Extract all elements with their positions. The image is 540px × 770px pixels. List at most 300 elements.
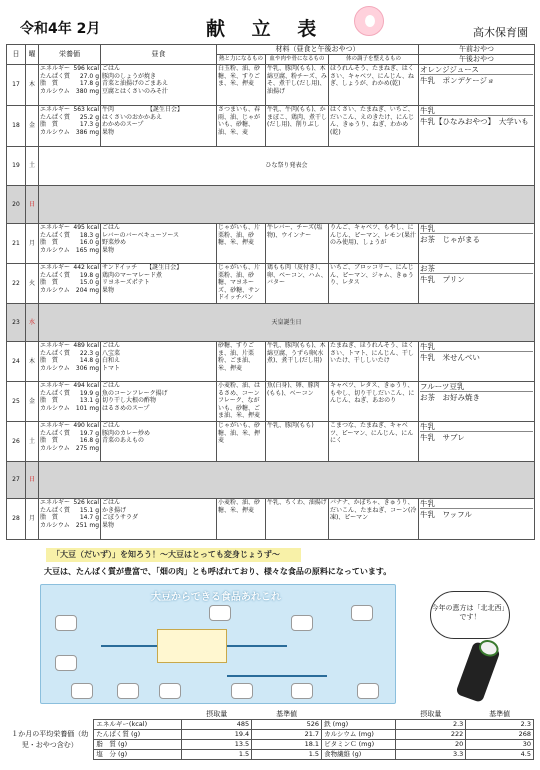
- nutrition-label: たんぱく質: [40, 389, 71, 397]
- speech-bubble: 今年の恵方は「北北西」です！: [430, 591, 510, 639]
- nutrition-label: 脂 質: [40, 437, 59, 444]
- header-ing-condition: 体の調子を整えるもの: [329, 55, 419, 65]
- nutrition-line: [40, 522, 99, 530]
- nutrition-label: エネルギー: [40, 65, 71, 72]
- snack-am: 牛乳: [420, 499, 533, 509]
- average-item-label: 食物繊維 (g): [322, 750, 396, 760]
- dish-item: ごはん: [102, 422, 121, 429]
- dish-item: ごはん: [102, 224, 121, 231]
- average-item-label: 塩 分 (g): [94, 750, 182, 760]
- dish-item: 果物: [102, 128, 115, 136]
- nutrition-line: [40, 232, 99, 240]
- nutrition-label: たんぱく質: [40, 271, 71, 279]
- nutrition-value: 495: [73, 224, 85, 231]
- event-label: 天皇誕生日: [39, 304, 535, 342]
- ingredient-cell: 牛乳、ちくわ、油揚げ: [266, 499, 329, 540]
- dish-item: はくさいのおかかあえ: [102, 113, 163, 121]
- nutrition-label: たんぱく質: [40, 349, 71, 357]
- weekday: 木: [26, 342, 39, 382]
- snack-am: 牛乳: [420, 106, 533, 116]
- nutrition-label: 脂 質: [40, 279, 59, 286]
- ingredient-cell: 鶏もも肉（皮付き）、卵、ベーコン、ハム、バター: [266, 264, 329, 304]
- snack-am: 牛乳: [420, 422, 533, 432]
- nutrition-line: [40, 437, 99, 445]
- average-item-label: 脂 質 (g): [94, 740, 182, 750]
- dish-item: ごはん: [102, 499, 121, 506]
- nutrition-value: 18.3: [79, 231, 94, 239]
- nutrition-label: カルシウム: [40, 521, 70, 529]
- nutrition-value: 275: [75, 444, 88, 452]
- nutrition-value: 489: [73, 342, 85, 349]
- snack-pm: 牛乳 サブレ: [420, 433, 465, 442]
- snack-cell: [419, 65, 535, 106]
- nutrition-value: 17.3: [79, 121, 94, 128]
- nutrition-line: [40, 224, 99, 232]
- ingredient-cell: 小麦粉、油、砂糖、米、押麦: [217, 499, 266, 540]
- nutrition-label: たんぱく質: [40, 429, 71, 437]
- nutrition-label: エネルギー: [40, 264, 71, 271]
- ingredient-cell: じゃがいも、片栗粉、油、砂糖、米、押麦: [217, 224, 266, 264]
- day-number: 21: [7, 224, 26, 264]
- day-number: 17: [7, 65, 26, 106]
- nutrition-value: 386: [75, 128, 88, 136]
- dish-item: 豚肉のしょうが焼き: [102, 72, 157, 80]
- snack-pm: 牛乳 米せんべい: [420, 353, 480, 362]
- nutrition-line: [40, 80, 99, 88]
- average-item-label: ビタミンＣ (mg): [322, 740, 396, 750]
- nutrition-line: [40, 514, 99, 522]
- year-month: 令和4年 2月: [20, 21, 101, 37]
- nutrition-line: [40, 73, 99, 81]
- miso-paste-icon: [117, 683, 139, 699]
- nutrition-value: 16.0: [79, 239, 94, 246]
- dish-item: 野菜炒め: [102, 239, 127, 246]
- header-snack-pm: 午後おやつ: [419, 55, 535, 65]
- average-value: 20: [396, 740, 466, 750]
- nutrition-line: [40, 287, 99, 295]
- dish-item: 果物: [102, 286, 115, 294]
- average-value: 21.7: [252, 730, 322, 740]
- weekday: 木: [26, 65, 39, 106]
- weekday: 土: [26, 422, 39, 462]
- nutrition-value: 490: [73, 422, 85, 429]
- menu-row: [7, 106, 535, 147]
- event-label: ひな祭り発表会: [39, 147, 535, 186]
- nutrition-value: 14.7: [79, 514, 94, 521]
- kinako-icon: [55, 615, 77, 631]
- average-value: 13.5: [182, 740, 252, 750]
- ingredient-cell: 砂糖、すりごま、油、片栗粉、ごま油、米、押麦: [217, 342, 266, 382]
- nutrition-unit: kcal: [86, 422, 99, 429]
- nutrition-unit: g: [95, 357, 99, 364]
- soy-sauce-icon: [159, 683, 181, 699]
- nutrition-value: 13.1: [79, 397, 94, 404]
- snack-cell: [419, 106, 535, 147]
- day-number: 23: [7, 304, 26, 342]
- nutrition-values: [39, 65, 101, 106]
- average-value: 4.5: [466, 750, 534, 760]
- nutrition-line: [40, 239, 99, 247]
- nutrition-unit: kcal: [86, 499, 99, 506]
- lunch-dishes: [101, 106, 217, 147]
- ingredient-cell: はくさい、たまねぎ、いちご、だいこん、えのきたけ、にんじん、きゅうり、ねぎ、わかめ(乾): [329, 106, 419, 147]
- ingredient-cell: 牛乳、豚肉(もも): [266, 422, 329, 462]
- day-number: 24: [7, 342, 26, 382]
- dish-item: ごはん: [102, 382, 121, 389]
- nutrition-line: [40, 121, 99, 129]
- nutrition-label: カルシウム: [40, 286, 70, 294]
- header-day: 日: [7, 45, 26, 65]
- lunch-dishes: [101, 65, 217, 106]
- nutrition-label: 脂 質: [40, 357, 59, 364]
- average-row: [6, 720, 534, 730]
- nutrition-label: エネルギー: [40, 499, 71, 506]
- snack-cell: [419, 499, 535, 540]
- average-value: 268: [466, 730, 534, 740]
- weekday: 金: [26, 106, 39, 147]
- ingredient-cell: じゃがいも、砂糖、油、米、押麦: [217, 422, 266, 462]
- average-value: 3.3: [396, 750, 466, 760]
- nutrition-unit: kcal: [86, 382, 99, 389]
- nutrition-unit: mg: [89, 286, 99, 294]
- nutrition-unit: kcal: [86, 224, 99, 231]
- nutrition-line: [40, 422, 99, 430]
- day-number: 19: [7, 147, 26, 186]
- weekday: 金: [26, 382, 39, 422]
- holiday-blank: [39, 462, 535, 499]
- dish-item: リヨネーズポテト: [102, 279, 150, 286]
- nutrition-value: 19.8: [79, 271, 94, 279]
- nutrition-unit: g: [95, 271, 99, 279]
- average-value: 1.5: [252, 750, 322, 760]
- tofu-icon: [291, 615, 313, 631]
- header-weekday: 曜: [26, 45, 39, 65]
- nutrition-line: [40, 405, 99, 413]
- snack-pm: 牛乳 ワッフル: [420, 510, 472, 519]
- menu-row: [7, 342, 535, 382]
- nutrition-unit: mg: [89, 444, 99, 452]
- menu-row: [7, 382, 535, 422]
- weekday: 水: [26, 304, 39, 342]
- nutrition-line: [40, 106, 99, 114]
- nutrition-label: エネルギー: [40, 382, 71, 389]
- snack-am: 牛乳: [420, 224, 533, 234]
- snack-am: フルーツ豆乳: [420, 382, 533, 392]
- nutrition-unit: g: [95, 231, 99, 239]
- ingredient-cell: 牛乳、豚肉(もも)、木綿豆腐、粉チーズ、みそ、煮干し(だし用)、油揚げ: [266, 65, 329, 106]
- nutrition-value: 596: [73, 65, 85, 72]
- day-number: 28: [7, 499, 26, 540]
- nutrition-unit: g: [95, 349, 99, 357]
- day-number: 25: [7, 382, 26, 422]
- nutrition-line: [40, 114, 99, 122]
- nutrition-unit: g: [95, 429, 99, 437]
- organization-name: 高木保育園: [473, 26, 528, 39]
- nutrition-value: 15.0: [79, 279, 94, 286]
- nutrition-label: エネルギー: [40, 106, 71, 113]
- snack-cell: [419, 422, 535, 462]
- aburaage-icon: [351, 605, 373, 621]
- nutrition-line: [40, 499, 99, 507]
- dish-item: かき揚げ: [102, 506, 127, 514]
- nutrition-line: [40, 88, 99, 96]
- dish-item: サンドイッチ 【誕生日会】: [102, 264, 183, 271]
- soybean-box-icon: [157, 629, 227, 663]
- avg-col-target: 基準値: [276, 710, 298, 718]
- ingredient-cell: 牛乳、豚肉(もも)、木綿豆腐、うずら卵(水煮)、煮干し(だし用): [266, 342, 329, 382]
- nutrition-value: 16.8: [79, 437, 94, 444]
- menu-row: [7, 65, 535, 106]
- nutrition-value: 494: [73, 382, 85, 389]
- menu-table: [6, 44, 535, 540]
- dish-item: 果物: [102, 521, 115, 529]
- avg-col-actual-2: 摂取量: [420, 710, 442, 718]
- dish-item: ごぼうサラダ: [102, 514, 138, 521]
- nutrition-line: [40, 65, 99, 73]
- nutrition-value: 526: [73, 499, 85, 506]
- snack-pm: お茶 じゃがまる: [420, 235, 480, 244]
- nutrition-values: [39, 422, 101, 462]
- atsuage-icon: [357, 683, 379, 699]
- weekday: 土: [26, 147, 39, 186]
- nutrition-value: 22.3: [79, 349, 94, 357]
- dish-item: 牛肉 【誕生日会】: [102, 106, 184, 113]
- nutrition-value: 27.0: [79, 72, 94, 80]
- nutrition-label: 脂 質: [40, 239, 59, 246]
- nutrition-label: エネルギー: [40, 422, 71, 429]
- snack-pm: 牛乳 ポンデケージョ: [420, 76, 495, 85]
- nutrition-label: たんぱく質: [40, 113, 71, 121]
- ingredient-cell: バナナ、かぼちゃ、きゅうり、だいこん、たまねぎ、コーン(冷凍)、ピーマン: [329, 499, 419, 540]
- nutrition-label: 脂 質: [40, 80, 59, 87]
- nutrition-line: [40, 390, 99, 398]
- nutrition-unit: g: [95, 389, 99, 397]
- nutrition-label: カルシウム: [40, 444, 70, 452]
- arrow-icon: [227, 645, 287, 647]
- avg-col-target-2: 基準値: [489, 710, 511, 718]
- nutrition-label: カルシウム: [40, 404, 70, 412]
- ingredient-cell: キャベツ、レタス、きゅうり、もやし、切り干しだいこん、にんじん、ねぎ、あおのり: [329, 382, 419, 422]
- nutrition-label: カルシウム: [40, 246, 70, 254]
- natto-icon: [71, 683, 93, 699]
- snack-am: 牛乳: [420, 342, 533, 352]
- menu-row: [7, 462, 535, 499]
- ingredient-cell: 牛乳、牛肉(もも)、かまぼこ、鶏肉、煮干し(だし用)、削りぶし: [266, 106, 329, 147]
- miso-icon: [55, 655, 77, 671]
- nutrition-line: [40, 382, 99, 390]
- nutrition-unit: g: [95, 72, 99, 80]
- nutrition-unit: kcal: [86, 342, 99, 349]
- ingredient-cell: 魚(白身)、卵、豚肉(もも)、ベーコン: [266, 382, 329, 422]
- nutrition-values: [39, 224, 101, 264]
- nutrition-label: カルシウム: [40, 128, 70, 136]
- dish-item: わかめのスープ: [102, 121, 144, 128]
- lunch-dishes: [101, 342, 217, 382]
- nutrition-unit: g: [95, 397, 99, 404]
- menu-row: [7, 304, 535, 342]
- ingredient-cell: りんご、キャベツ、もやし、にんじん、ピーマン、レモン(果汁のみ使用)、しょうが: [329, 224, 419, 264]
- snack-am: オレンジジュース: [420, 65, 533, 75]
- soy-lead-text: 大豆は、たんぱく質が豊富で、「畑の肉」とも呼ばれており、様々な食品の原料になっています。: [44, 567, 392, 576]
- snack-cell: [419, 264, 535, 304]
- nutrition-value: 14.8: [79, 357, 94, 364]
- menu-row: [7, 224, 535, 264]
- nutrition-value: 15.1: [79, 506, 94, 514]
- nutrition-label: カルシウム: [40, 364, 70, 372]
- nutrition-value: 251: [75, 521, 88, 529]
- avg-col-actual: 摂取量: [206, 710, 228, 718]
- ingredient-cell: ほうれんそう、たまねぎ、はくさい、キャベツ、にんじん、ねぎ、しょうが、わかめ(乾): [329, 65, 419, 106]
- dish-item: 豚肉のカレー炒め: [102, 429, 151, 437]
- day-number: 18: [7, 106, 26, 147]
- nutrition-line: [40, 129, 99, 137]
- nutrition-unit: mg: [89, 128, 99, 136]
- weekday: 月: [26, 224, 39, 264]
- average-value: 18.1: [252, 740, 322, 750]
- weekday: 日: [26, 462, 39, 499]
- average-item-label: エネルギー(kcal): [94, 720, 182, 730]
- average-item-label: 鉄 (mg): [322, 720, 396, 730]
- nutrition-label: エネルギー: [40, 224, 71, 231]
- average-value: 2.3: [466, 720, 534, 730]
- snack-cell: [419, 342, 535, 382]
- lunch-dishes: [101, 422, 217, 462]
- ingredient-cell: たまねぎ、ほうれんそう、はくさい、トマト、にんじん、干しいたけ、干ししいたけ: [329, 342, 419, 382]
- header-ingredients: 材料（昼食と午後おやつ）: [217, 45, 419, 55]
- nutrition-value: 442: [73, 264, 85, 271]
- nutrition-unit: g: [95, 514, 99, 521]
- arrow-icon: [227, 675, 327, 677]
- header-nutrition: 栄養価: [39, 45, 101, 65]
- nutrition-line: [40, 397, 99, 405]
- snack-pm: 牛乳 プリン: [420, 275, 465, 284]
- monthly-average-table: [6, 710, 534, 760]
- day-number: 27: [7, 462, 26, 499]
- nutrition-unit: g: [95, 113, 99, 121]
- nutrition-unit: mg: [89, 246, 99, 254]
- average-value: 1.5: [182, 750, 252, 760]
- nutrition-value: 19.7: [79, 429, 94, 437]
- average-value: 19.4: [182, 730, 252, 740]
- nutrition-value: 204: [75, 286, 88, 294]
- dish-item: 豆腐とはくさいのみそ汁: [102, 87, 169, 95]
- ingredient-cell: 牛レバー、チーズ(塩物)、ウインナー: [266, 224, 329, 264]
- lunch-dishes: [101, 224, 217, 264]
- average-item-label: たんぱく質 (g): [94, 730, 182, 740]
- nutrition-unit: g: [95, 437, 99, 444]
- average-value: 30: [466, 740, 534, 750]
- ingredient-cell: 白玉粉、油、砂糖、米、すりごま、米、押麦: [217, 65, 266, 106]
- ingredient-cell: いちご、ブロッコリー、にんじん、ピーマン、ジャム、きゅうり、レタス: [329, 264, 419, 304]
- nutrition-label: たんぱく質: [40, 231, 71, 239]
- dish-item: レバーのバーベキューソース: [102, 231, 180, 239]
- nutrition-line: [40, 272, 99, 280]
- nutrition-label: 脂 質: [40, 514, 59, 521]
- nutrition-values: [39, 382, 101, 422]
- rabbit-icon: [354, 6, 384, 36]
- header-ing-body: 血や肉や骨になるもの: [266, 55, 329, 65]
- nutrition-values: [39, 106, 101, 147]
- nutrition-unit: kcal: [86, 65, 99, 72]
- snack-pm: 牛乳【ひなみおやつ】 大学いも: [420, 117, 529, 126]
- dish-item: 切り干し大根の酢物: [102, 397, 157, 404]
- dish-item: トマト: [102, 364, 121, 372]
- nutrition-unit: mg: [89, 521, 99, 529]
- dish-item: 青菜のあえもの: [102, 437, 145, 444]
- nutrition-values: [39, 342, 101, 382]
- nutrition-value: 101: [75, 404, 88, 412]
- nutrition-value: 17.8: [79, 80, 94, 87]
- average-value: 222: [396, 730, 466, 740]
- snack-cell: [419, 382, 535, 422]
- nutrition-unit: mg: [89, 404, 99, 412]
- dish-item: 魚のコーンフレーク揚げ: [102, 389, 168, 397]
- holiday-blank: [39, 186, 535, 224]
- nutrition-unit: kcal: [86, 106, 99, 113]
- soybean-foods-illustration: [40, 584, 396, 704]
- menu-row: [7, 147, 535, 186]
- day-number: 20: [7, 186, 26, 224]
- nutrition-values: [39, 264, 101, 304]
- nutrition-label: 脂 質: [40, 397, 59, 404]
- nutrition-value: 563: [73, 106, 85, 113]
- menu-row: [7, 264, 535, 304]
- soybean-section: [6, 548, 534, 706]
- ingredient-cell: こまつな、たまねぎ、キャベツ、ピーマン、にんじん、にんにく: [329, 422, 419, 462]
- dish-item: 白和え: [102, 357, 121, 364]
- page-title: 献 立 表: [206, 18, 327, 40]
- dish-item: ごはん: [102, 65, 121, 72]
- nutrition-value: 165: [75, 246, 88, 254]
- average-value: 485: [182, 720, 252, 730]
- dish-item: 鶏肉のマーマレード煮: [102, 271, 163, 279]
- dish-item: 青菜と油揚げのごまあえ: [102, 80, 169, 87]
- nutrition-label: 脂 質: [40, 121, 59, 128]
- nutrition-value: 306: [75, 364, 88, 372]
- nutrition-unit: mg: [89, 364, 99, 372]
- nutrition-unit: mg: [89, 87, 99, 95]
- dish-item: はるさめのスープ: [102, 404, 150, 412]
- ingredient-cell: さつまいも、春雨、油、じゃがいも、砂糖、油、米、麦: [217, 106, 266, 147]
- average-label: １か月の平均栄養価（幼児・おやつ含む）: [11, 730, 89, 749]
- dish-item: ごはん: [102, 342, 121, 349]
- day-number: 22: [7, 264, 26, 304]
- header-snack-am: 午前おやつ: [419, 45, 535, 55]
- average-item-label: カルシウム (mg): [322, 730, 396, 740]
- snack-pm: お茶 お好み焼き: [420, 393, 480, 402]
- snack-am: お茶: [420, 264, 533, 274]
- menu-row: [7, 422, 535, 462]
- soy-banner: 「大豆（だいず）」を知ろう！～大豆はとっても変身じょうず～: [46, 548, 301, 562]
- nutrition-label: エネルギー: [40, 342, 71, 349]
- nutrition-line: [40, 507, 99, 515]
- nutrition-line: [40, 264, 99, 272]
- ingredient-cell: 小麦粉、油、はるさめ、コーンフレーク、ながいも、砂糖、ごま油、米、押麦: [217, 382, 266, 422]
- nutrition-label: たんぱく質: [40, 506, 71, 514]
- okara-icon: [209, 605, 231, 621]
- header-lunch: 昼食: [101, 45, 217, 65]
- day-number: 26: [7, 422, 26, 462]
- menu-row: [7, 499, 535, 540]
- nutrition-line: [40, 279, 99, 287]
- nutrition-unit: g: [95, 279, 99, 286]
- dish-item: 八宝菜: [102, 349, 121, 357]
- ehomaki-icon: [455, 641, 500, 703]
- nutrition-line: [40, 430, 99, 438]
- yuba-icon: [231, 683, 253, 699]
- weekday: 火: [26, 264, 39, 304]
- nutrition-line: [40, 342, 99, 350]
